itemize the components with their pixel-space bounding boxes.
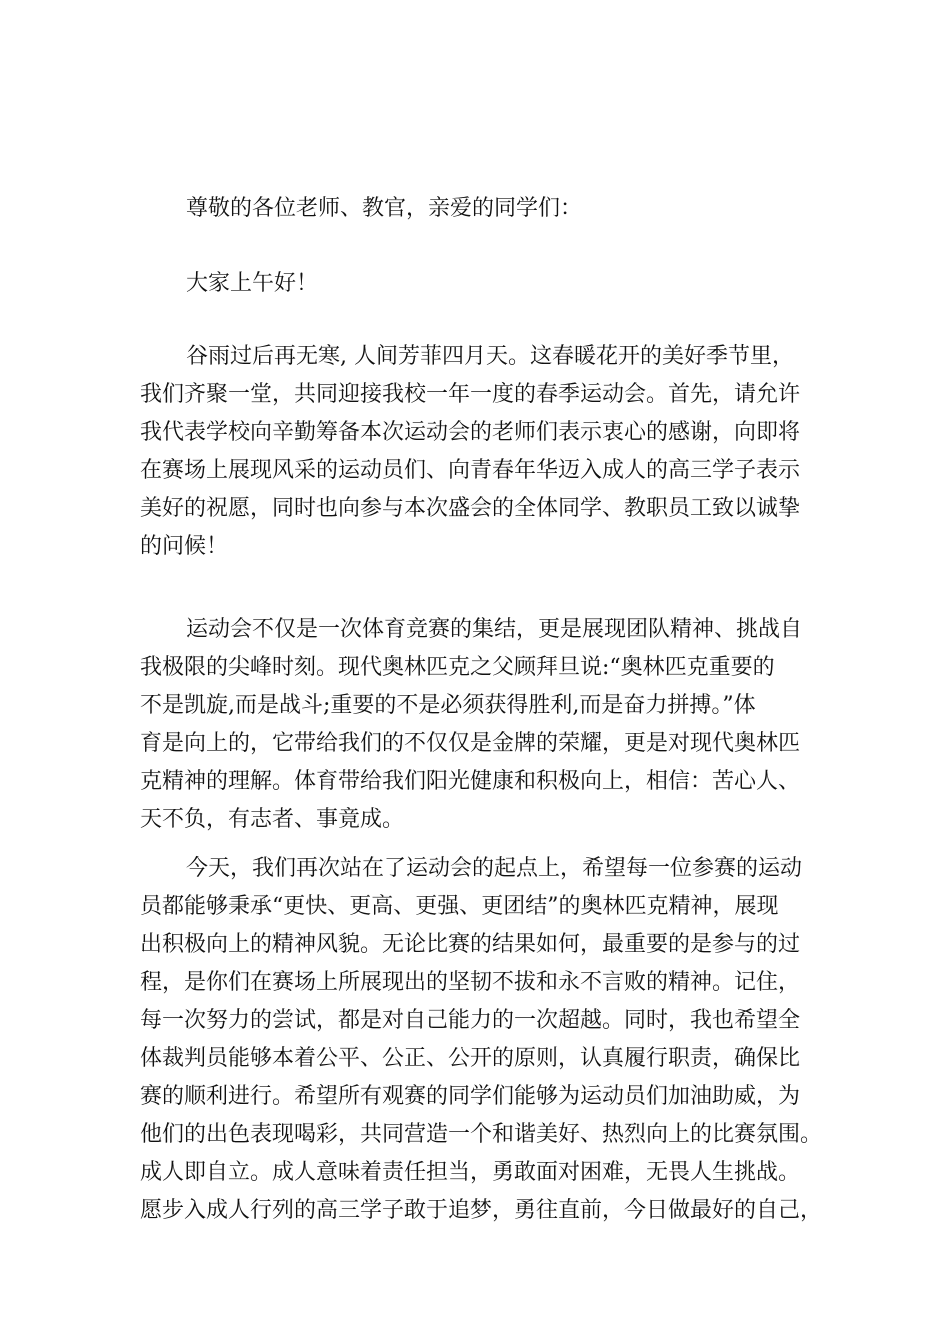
paragraph-line: 我们齐聚一堂，共同迎接我校一年一度的春季运动会。首先，请允许: [140, 382, 801, 407]
paragraph-3: [140, 850, 830, 1230]
paragraph-line: 体裁判员能够本着公平、公正、公开的原则，认真履行职责，确保比: [140, 1046, 801, 1071]
paragraph-line: 运动会不仅是一次体育竞赛的集结，更是展现团队精神、挑战自: [186, 617, 803, 642]
paragraph-line: 克精神的理解。体育带给我们阳光健康和积极向上，相信：苦心人、: [140, 769, 801, 794]
paragraph-line: 员都能够秉承“更快、更高、更强、更团结”的奥林匹克精神，展现: [140, 894, 779, 919]
paragraph-line: 出积极向上的精神风貌。无论比赛的结果如何，最重要的是参与的过: [140, 932, 801, 957]
greeting: [140, 265, 830, 303]
paragraph-line: 今天，我们再次站在了运动会的起点上，希望每一位参赛的运动: [186, 856, 803, 881]
paragraph-line: 程，是你们在赛场上所展现出的坚韧不拔和永不言败的精神。记住，: [140, 970, 801, 995]
salutation: [140, 190, 830, 228]
paragraph-line: 愿步入成人行列的高三学子敢于追梦，勇往直前，今日做最好的自己，: [140, 1198, 823, 1223]
paragraph-line: 不是凯旋,而是战斗;重要的不是必须获得胜利,而是奋力拼搏。”体: [140, 693, 756, 718]
paragraph-line: 我代表学校向辛勤筹备本次运动会的老师们表示衷心的感谢，向即将: [140, 420, 801, 445]
paragraph-1: [140, 338, 830, 566]
paragraph-line: 我极限的尖峰时刻。现代奥林匹克之父顾拜旦说:“奥林匹克重要的: [140, 655, 775, 680]
paragraph-2: [140, 611, 830, 839]
paragraph-line: 成人即自立。成人意味着责任担当，勇敢面对困难，无畏人生挑战。: [140, 1160, 801, 1185]
paragraph-line: 在赛场上展现风采的运动员们、向青春年华迈入成人的高三学子表示: [140, 458, 801, 483]
paragraph-line: 赛的顺利进行。希望所有观赛的同学们能够为运动员们加油助威，为: [140, 1084, 801, 1109]
paragraph-line: 的问候！: [140, 534, 229, 559]
paragraph-line: 育是向上的，它带给我们的不仅仅是金牌的荣耀，更是对现代奥林匹: [140, 731, 801, 756]
salutation-line: 尊敬的各位老师、教官，亲爱的同学们：: [186, 196, 583, 221]
paragraph-line: 他们的出色表现喝彩，共同营造一个和谐美好、热烈向上的比赛氛围。: [140, 1122, 823, 1147]
paragraph-line: 每一次努力的尝试，都是对自己能力的一次超越。同时，我也希望全: [140, 1008, 801, 1033]
greeting-line: 大家上午好！: [186, 271, 319, 296]
paragraph-line: 美好的祝愿，同时也向参与本次盛会的全体同学、教职员工致以诚挚: [140, 496, 801, 521]
paragraph-line: 谷雨过后再无寒, 人间芳菲四月天。这春暖花开的美好季节里，: [186, 344, 794, 369]
paragraph-line: 天不负，有志者、事竟成。: [140, 807, 405, 832]
